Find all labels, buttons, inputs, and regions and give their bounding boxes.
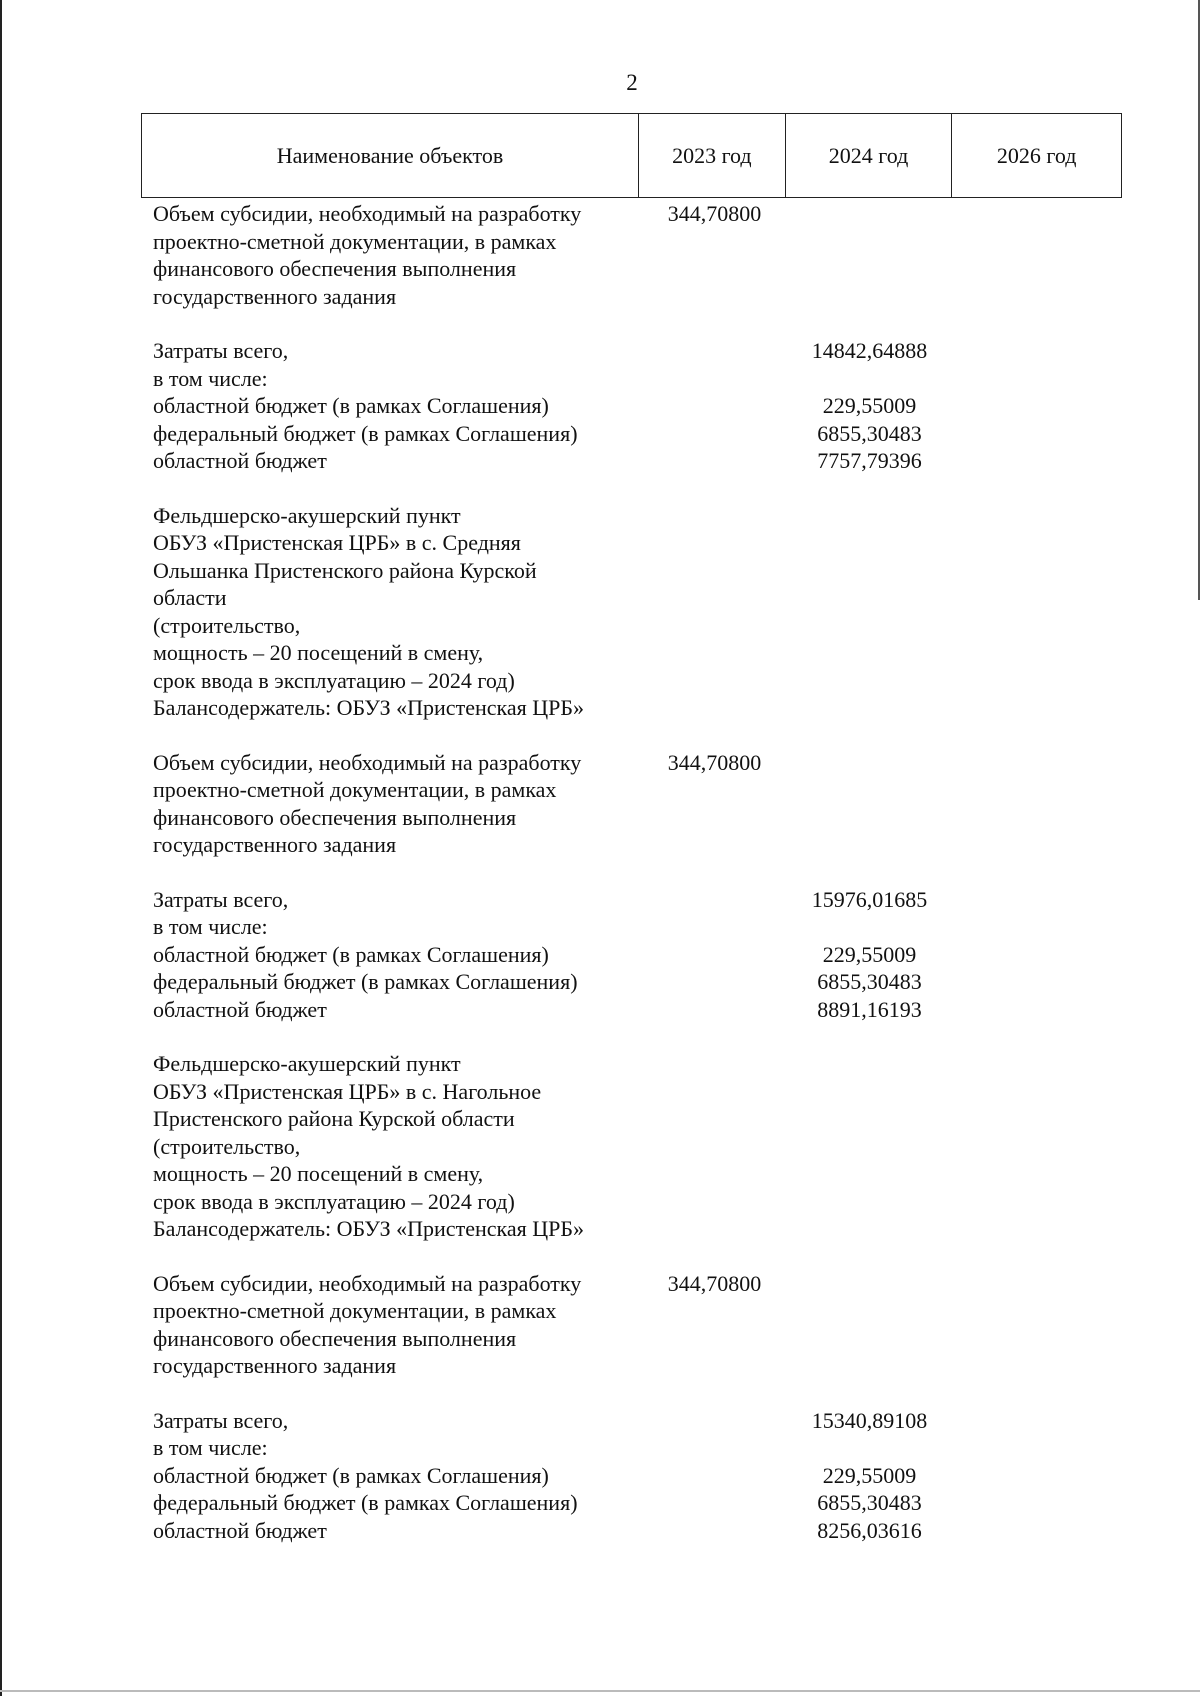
cell-object-name [141,502,639,722]
name-line: областной бюджет [153,448,327,473]
cell-2026-value [953,886,1122,1024]
value-2024: 229,55009 [822,1462,917,1488]
value-2024: 6855,30483 [817,969,922,994]
row-spacer [141,722,1122,749]
scan-edge-left [0,0,2,1696]
name-line: областной бюджет [153,996,327,1022]
cell-2024-values [786,337,953,475]
table-row [141,337,1122,475]
name-line: Балансодержатель: ОБУЗ «Пристенская ЦРБ» [153,1216,584,1241]
value-2024: 229,55009 [822,393,917,418]
table-row [141,1407,1122,1545]
name-line: Фельдшерско-акушерский пункт [153,1051,461,1076]
value-2024: 14842,64888 [811,338,928,363]
table-row [141,886,1122,1024]
name-line: Фельдшерско-акушерский пункт [153,502,461,528]
name-line: проектно-сметной документации, в рамках [153,777,557,802]
cell-2024-values [786,1270,953,1380]
name-line: проектно-сметной документации, в рамках [153,228,557,254]
name-line: Затраты всего, [153,1407,289,1433]
table-header [141,113,1122,198]
cell-2024-values [786,200,953,310]
cell-2023-value [639,886,786,1024]
cell-2026-value [953,1050,1122,1243]
value-2024 [786,913,953,941]
name-line: ОБУЗ «Пристенская ЦРБ» в с. Нагольное [153,1078,542,1104]
cell-object-name [141,337,639,475]
value-2024 [786,1434,953,1462]
name-line: (строительство, [153,612,301,638]
cell-object-name [141,1050,639,1243]
cell-2024-values [786,749,953,859]
cell-2023-value: 344,70800 [667,749,762,775]
row-spacer [141,1023,1122,1050]
scan-edge-bottom [0,1690,1200,1692]
cell-object-name [141,1270,639,1380]
value-2024: 15340,89108 [811,1407,928,1433]
name-line: срок ввода в эксплуатацию – 2024 год) [153,667,515,693]
name-line: федеральный бюджет (в рамках Соглашения) [153,420,578,446]
name-line: мощность – 20 посещений в смену, [153,1161,484,1186]
row-spacer [141,859,1122,886]
name-line: областной бюджет [153,1517,327,1543]
table-row [141,200,1122,310]
name-line: финансового обеспечения выполнения [153,256,517,281]
name-line: федеральный бюджет (в рамках Соглашения) [153,969,578,994]
name-line: в том числе: [153,1435,268,1460]
cell-2023-value [639,502,786,722]
cell-object-name [141,886,639,1024]
cell-object-name [141,200,639,310]
name-line: ОБУЗ «Пристенская ЦРБ» в с. Средняя [153,530,521,555]
cell-2023-value [639,1050,786,1243]
row-spacer [141,1380,1122,1407]
table-row [141,1050,1122,1243]
table-row [141,502,1122,722]
name-line: государственного задания [153,283,397,309]
value-2024 [786,365,953,393]
name-line: Объем субсидии, необходимый на разработку [153,201,582,226]
header-name: Наименование объектов [142,114,639,197]
name-line: федеральный бюджет (в рамках Соглашения) [153,1490,578,1515]
cell-2023-value [639,337,786,475]
value-2024: 229,55009 [822,941,917,967]
cell-2026-value [953,337,1122,475]
name-line: областной бюджет (в рамках Соглашения) [153,1462,549,1488]
name-line: мощность – 20 посещений в смену, [153,640,484,665]
name-line: Пристенского района Курской области [153,1106,515,1131]
table-row [141,1270,1122,1380]
cell-2023-value: 344,70800 [667,1270,762,1296]
name-line: государственного задания [153,1353,397,1378]
name-line: в том числе: [153,365,268,391]
cell-2026-value [953,1407,1122,1545]
row-spacer [141,475,1122,502]
header-2024: 2024 год [786,114,953,197]
cell-2026-value [953,749,1122,859]
name-line: области [153,585,227,610]
cell-2024-values [786,1050,953,1243]
cell-2023-value: 344,70800 [667,201,762,226]
value-2024: 15976,01685 [811,886,928,912]
cell-2024-values [786,1407,953,1545]
cell-object-name [141,1407,639,1545]
cell-2024-values [786,502,953,722]
cell-2024-values [786,886,953,1024]
name-line: Ольшанка Пристенского района Курской [153,557,537,583]
value-2024: 6855,30483 [817,1490,922,1515]
name-line: Балансодержатель: ОБУЗ «Пристенская ЦРБ» [153,695,584,720]
header-2026: 2026 год [996,142,1077,168]
table-body [141,200,1122,1544]
value-2024: 8891,16193 [817,996,922,1022]
name-line: Объем субсидии, необходимый на разработку [153,1270,582,1296]
name-line: государственного задания [153,832,397,857]
value-2024: 8256,03616 [817,1517,922,1543]
name-line: областной бюджет (в рамках Соглашения) [153,393,549,418]
cell-2023-value [639,1407,786,1545]
name-line: в том числе: [153,914,268,939]
name-line: областной бюджет (в рамках Соглашения) [153,941,549,967]
header-2023: 2023 год [639,114,786,197]
row-spacer [141,1243,1122,1270]
cell-object-name [141,749,639,859]
name-line: Затраты всего, [153,338,289,363]
value-2024: 6855,30483 [817,420,922,446]
cell-2026-value [953,1270,1122,1380]
name-line: срок ввода в эксплуатацию – 2024 год) [153,1188,515,1214]
value-2024: 7757,79396 [817,448,922,473]
name-line: финансового обеспечения выполнения [153,1325,517,1351]
cell-2026-value [953,502,1122,722]
page-number: 2 [626,70,638,95]
name-line: Затраты всего, [153,886,289,912]
name-line: проектно-сметной документации, в рамках [153,1298,557,1323]
row-spacer [141,310,1122,337]
name-line: (строительство, [153,1133,301,1159]
table-row [141,749,1122,859]
name-line: финансового обеспечения выполнения [153,804,517,830]
cell-2026-value [953,200,1122,310]
name-line: Объем субсидии, необходимый на разработку [153,749,582,775]
